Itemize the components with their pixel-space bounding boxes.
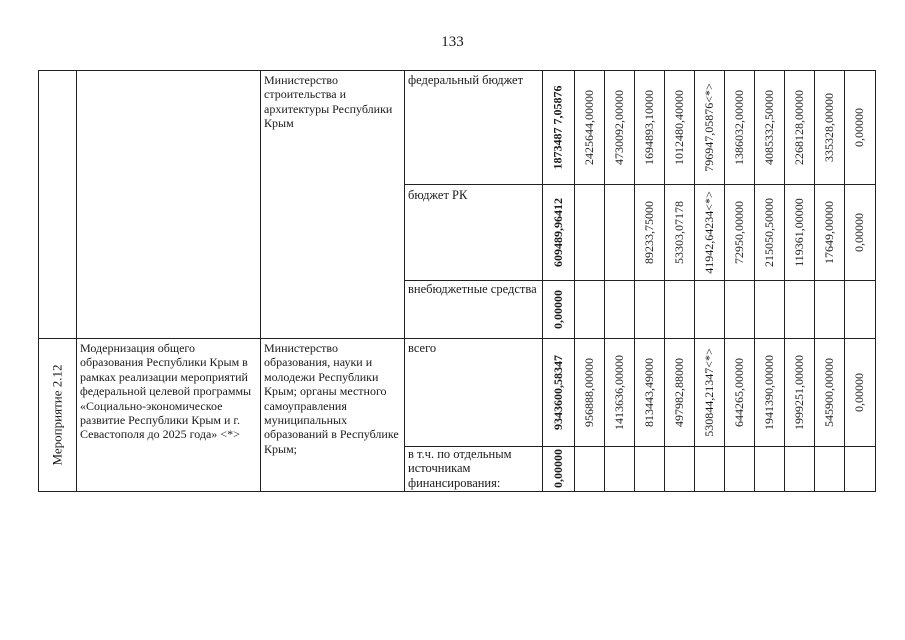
value-cell [784,338,814,446]
value-cell [634,338,664,446]
value-cell [844,338,875,446]
value-cell [634,70,664,184]
year-value: 1012480,40000 [671,89,686,165]
value-cell [724,70,754,184]
table-border-bottom [38,491,876,492]
value-cell [844,184,875,280]
year-value: 956888,00000 [581,357,596,427]
budget-table [38,70,876,492]
value-cell [724,338,754,446]
year-value: 1999251,00000 [791,354,806,430]
total-value: 9343600,58347 [550,354,565,430]
year-value: 4085332,50000 [761,89,776,165]
funding-source-label: всего [408,341,437,355]
total-cell [542,184,574,280]
total-value: 0,00000 [550,289,565,329]
value-cell [754,70,784,184]
executor-cell: Министерство строительства и архитектуры Республики Крым [264,73,393,131]
row-line [404,280,876,281]
total-cell [542,70,574,184]
year-value: 1413636,00000 [611,354,626,430]
value-cell [784,70,814,184]
year-value: 0,00000 [852,372,866,412]
value-cell [754,338,784,446]
value-cell [754,184,784,280]
value-cell [574,338,604,446]
value-cell [814,338,844,446]
year-value: 530844,21347<*> [701,347,716,437]
table-border-right [875,70,876,492]
year-value: 1941390,00000 [761,354,776,430]
total-cell [542,338,574,446]
total-value: 0,00000 [550,449,565,488]
value-cell [664,184,694,280]
value-cell [844,70,875,184]
funding-source-label: бюджет РК [408,188,468,202]
funding-source-label: федеральный бюджет [408,73,524,87]
year-value: 89233,75000 [641,200,656,264]
measure-name: Модернизация общего образования Республики Крым в рамках реализации мероприятий федеральной целевой программы «Социально-экономическое развитие Республики Крым и г. Севастополя до 2025 года» <*> [80,341,252,442]
executor-cell: Министерство образования, науки и молодежи Республики Крым; органы местного самоуправления муниципальных образований в Республике Крым; [264,341,399,456]
year-value: 1386032,00000 [731,89,746,165]
col-line [404,70,405,492]
year-value: 0,00000 [852,107,866,147]
year-value: 644265,00000 [731,357,746,427]
value-cell [664,338,694,446]
value-cell [634,184,664,280]
year-value: 215050,50000 [761,197,776,267]
year-value: 53303,07178 [671,200,686,264]
value-cell [694,70,724,184]
funding-source-label: в т.ч. по отдельным источникам финансирования: [408,447,512,490]
value-cell [784,184,814,280]
value-cell [814,70,844,184]
year-value: 545900,00000 [821,357,836,427]
value-cell [694,184,724,280]
total-cell [542,280,574,338]
value-cell [724,184,754,280]
measure-code-cell [38,338,76,491]
year-value: 4730092,00000 [611,89,626,165]
value-cell [604,338,634,446]
col-line [260,70,261,492]
year-value: 2425644,00000 [581,89,596,165]
value-cell [574,70,604,184]
value-cell [604,70,634,184]
total-cell [542,446,574,491]
year-value: 796947,05876<*> [701,82,716,172]
year-value: 41942,64234<*> [701,190,716,274]
year-value: 335328,00000 [821,92,836,162]
year-value: 497982,88000 [671,357,686,427]
year-value: 72950,00000 [731,200,746,264]
value-cell [664,70,694,184]
year-value: 0,00000 [852,212,866,252]
value-cell [604,184,634,280]
value-cell [694,338,724,446]
measure-code: Мероприятие 2.12 [49,364,64,465]
total-value: 1873487 7,05876 [550,85,565,169]
value-cell [574,184,604,280]
col-line [76,70,77,492]
page-number: 133 [441,34,464,50]
funding-source-label: внебюджетные средства [408,282,537,296]
year-value: 1694893,10000 [641,89,656,165]
year-value: 2268128,00000 [791,89,806,165]
year-value: 813443,49000 [641,357,656,427]
value-cell [814,184,844,280]
year-value: 17649,00000 [821,200,836,264]
total-value: 609489,96412 [550,197,565,267]
year-value: 119361,00000 [791,197,806,267]
